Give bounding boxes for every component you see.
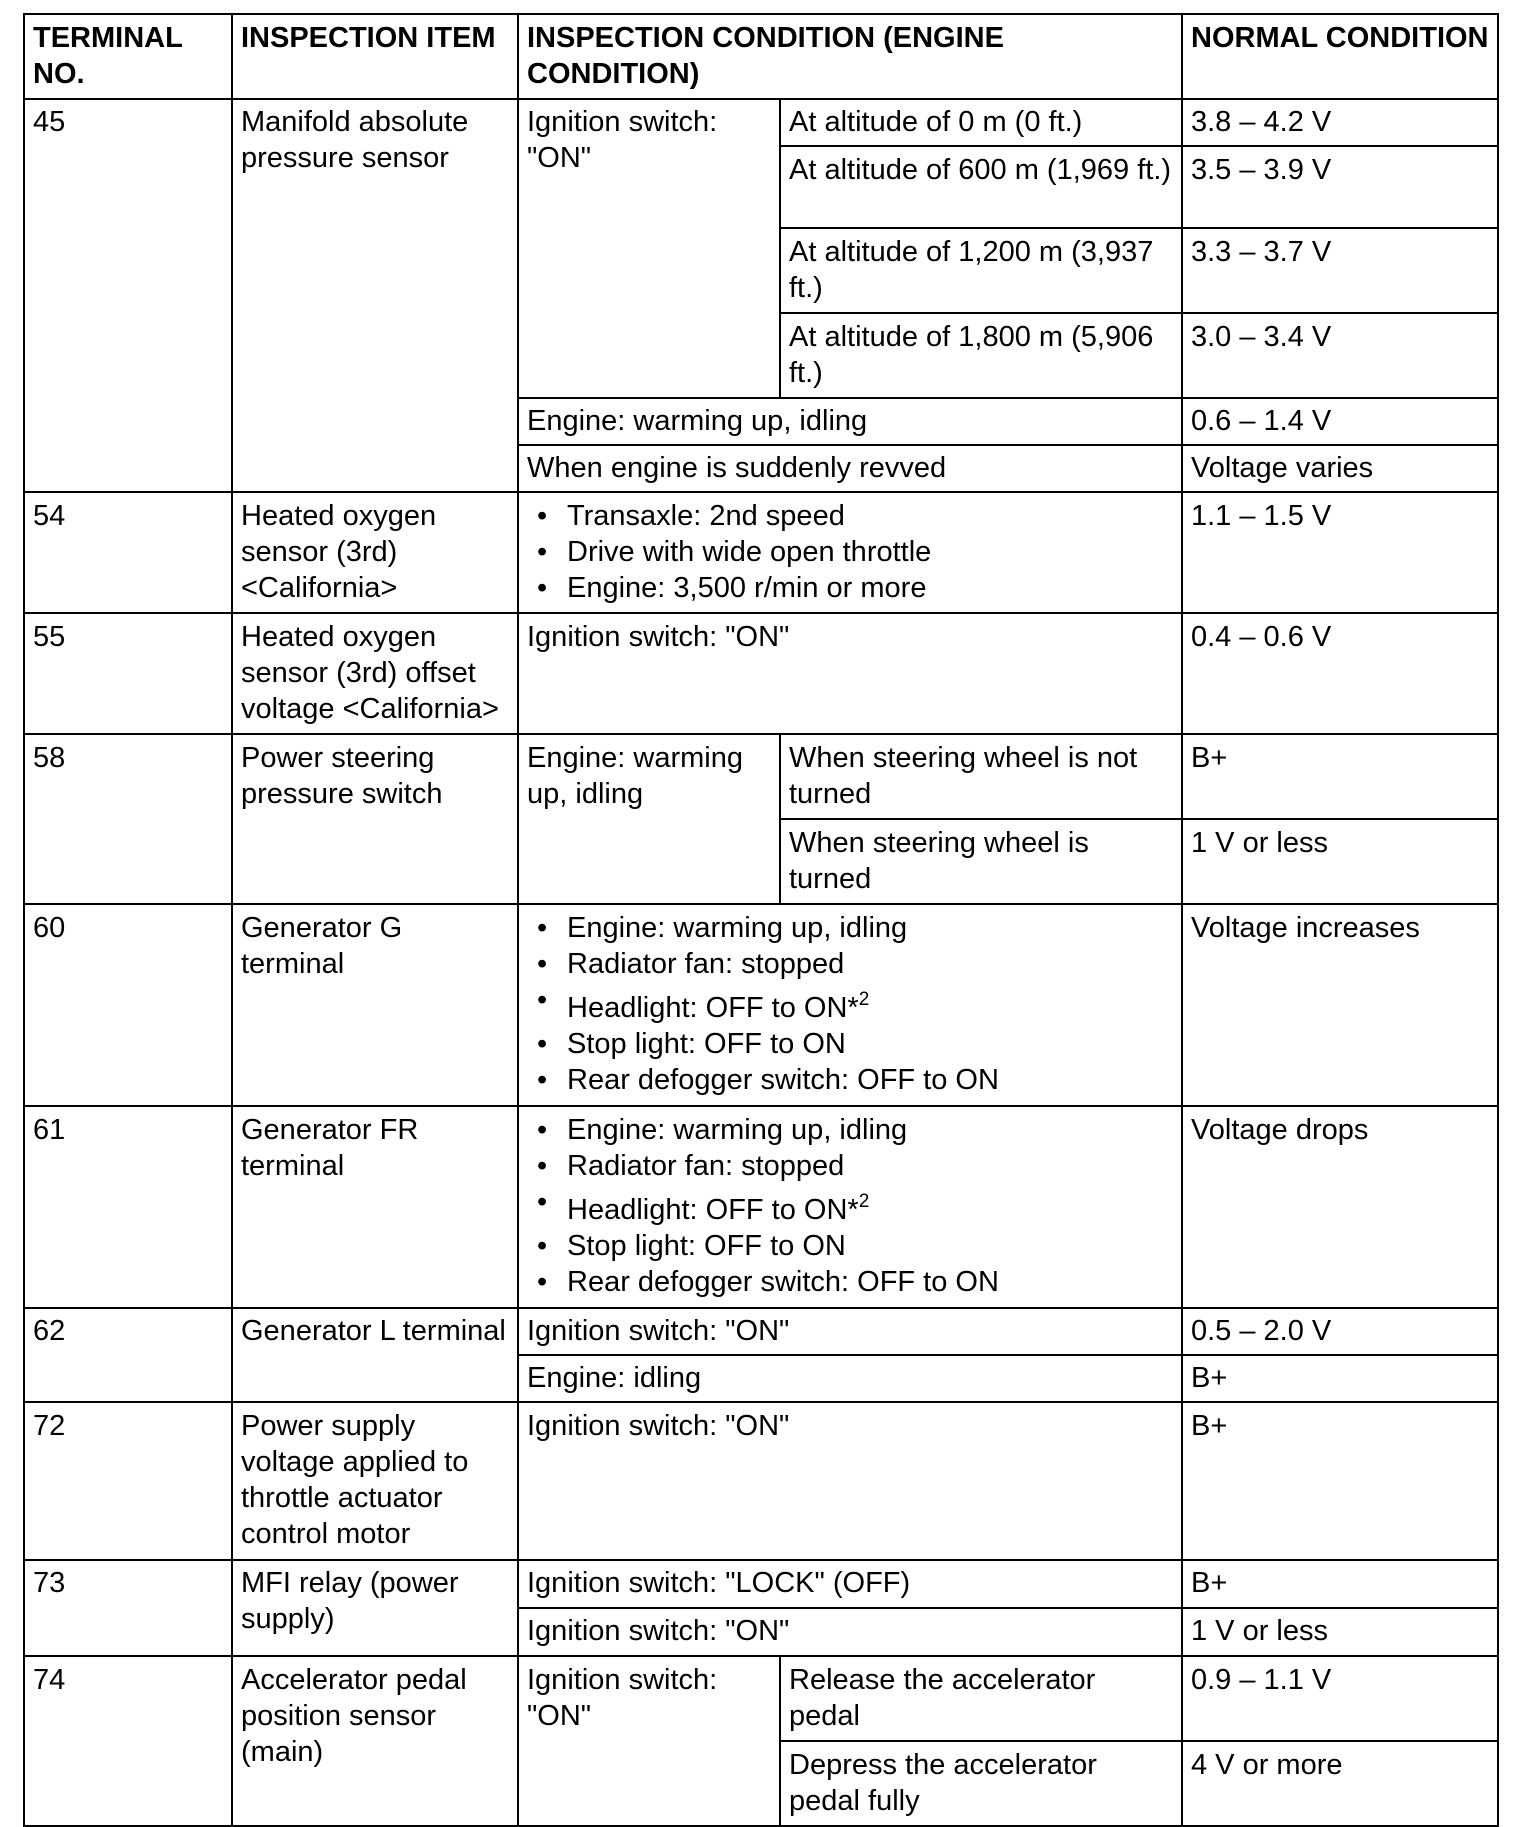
sub-condition: When steering wheel is turned (780, 819, 1182, 904)
terminal-number: 54 (24, 492, 232, 613)
normal-condition: 0.4 – 0.6 V (1182, 613, 1498, 734)
inspection-item: Manifold absolute pressure sensor (232, 99, 518, 492)
list-item: • Transaxle: 2nd speed (527, 498, 1173, 534)
list-item (527, 982, 1173, 1026)
header-normal-condition: NORMAL CONDITION (1182, 14, 1498, 99)
inspection-condition: Engine: warming up, idling (518, 398, 1182, 445)
normal-condition: 1 V or less (1182, 1608, 1498, 1656)
inspection-condition: Ignition switch: "ON" (518, 1608, 1182, 1656)
normal-condition: 1.1 – 1.5 V (1182, 492, 1498, 613)
normal-condition: B+ (1182, 734, 1498, 819)
list-item: • Radiator fan: stopped (527, 946, 1173, 982)
inspection-condition: Engine: idling (518, 1355, 1182, 1402)
normal-condition: 3.5 – 3.9 V (1182, 146, 1498, 228)
footnote-marker: 2 (858, 1191, 870, 1212)
inspection-item: Heated oxygen sensor (3rd) offset voltage <California> (232, 613, 518, 734)
inspection-condition: Ignition switch: "ON" (518, 1308, 1182, 1355)
list-item: • Engine: 3,500 r/min or more (527, 570, 1173, 606)
table-row (24, 1560, 1498, 1608)
table-header-row (24, 14, 1498, 99)
inspection-item: MFI relay (power supply) (232, 1560, 518, 1656)
footnote-marker: 2 (858, 989, 870, 1010)
inspection-table (23, 13, 1499, 1827)
inspection-item: Generator L terminal (232, 1308, 518, 1402)
terminal-number: 74 (24, 1656, 232, 1826)
condition-list (527, 1112, 1173, 1300)
list-item: • Stop light: OFF to ON (527, 1228, 1173, 1264)
terminal-number: 55 (24, 613, 232, 734)
inspection-condition: Ignition switch: "ON" (518, 1402, 1182, 1560)
list-item: • Engine: warming up, idling (527, 1112, 1173, 1148)
table-row (24, 613, 1498, 734)
normal-condition: Voltage increases (1182, 904, 1498, 1106)
list-item-text: Headlight: OFF to ON* (567, 992, 859, 1024)
header-terminal-no: TERMINAL NO. (24, 14, 232, 99)
terminal-number: 45 (24, 99, 232, 492)
terminal-number: 73 (24, 1560, 232, 1656)
inspection-condition: When engine is suddenly revved (518, 445, 1182, 492)
list-item: • Rear defogger switch: OFF to ON (527, 1062, 1173, 1098)
inspection-item: Generator FR terminal (232, 1106, 518, 1308)
table-row (24, 904, 1498, 1106)
normal-condition: 1 V or less (1182, 819, 1498, 904)
normal-condition: B+ (1182, 1402, 1498, 1560)
list-item: • Drive with wide open throttle (527, 534, 1173, 570)
terminal-number: 60 (24, 904, 232, 1106)
list-item (527, 1184, 1173, 1228)
sub-condition: At altitude of 1,800 m (5,906 ft.) (780, 313, 1182, 398)
list-item: • Stop light: OFF to ON (527, 1026, 1173, 1062)
condition-list (527, 910, 1173, 1098)
list-item: • Radiator fan: stopped (527, 1148, 1173, 1184)
inspection-item: Power supply voltage applied to throttle actuator control motor (232, 1402, 518, 1560)
normal-condition: 0.5 – 2.0 V (1182, 1308, 1498, 1355)
normal-condition: Voltage drops (1182, 1106, 1498, 1308)
inspection-condition: Ignition switch: "ON" (518, 1656, 780, 1826)
table-row (24, 1106, 1498, 1308)
list-item: • Engine: warming up, idling (527, 910, 1173, 946)
normal-condition: 3.8 – 4.2 V (1182, 99, 1498, 146)
inspection-condition: Ignition switch: "ON" (518, 99, 780, 398)
sub-condition: Depress the accelerator pedal fully (780, 1741, 1182, 1826)
normal-condition: 4 V or more (1182, 1741, 1498, 1826)
sub-condition: Release the accelerator pedal (780, 1656, 1182, 1741)
table-row (24, 99, 1498, 146)
normal-condition: Voltage varies (1182, 445, 1498, 492)
header-inspection-condition: INSPECTION CONDITION (ENGINE CONDITION) (518, 14, 1182, 99)
sub-condition: At altitude of 600 m (1,969 ft.) (780, 146, 1182, 228)
inspection-condition: Engine: warming up, idling (518, 734, 780, 904)
inspection-item: Power steering pressure switch (232, 734, 518, 904)
inspection-condition: Ignition switch: "LOCK" (OFF) (518, 1560, 1182, 1608)
inspection-condition (518, 1106, 1182, 1308)
list-item: • Rear defogger switch: OFF to ON (527, 1264, 1173, 1300)
condition-list (527, 498, 1173, 606)
normal-condition: B+ (1182, 1560, 1498, 1608)
inspection-condition (518, 904, 1182, 1106)
normal-condition: 3.0 – 3.4 V (1182, 313, 1498, 398)
sub-condition: When steering wheel is not turned (780, 734, 1182, 819)
sub-condition: At altitude of 1,200 m (3,937 ft.) (780, 228, 1182, 313)
terminal-number: 62 (24, 1308, 232, 1402)
table-row (24, 1402, 1498, 1560)
table-row (24, 734, 1498, 819)
inspection-item: Heated oxygen sensor (3rd) <California> (232, 492, 518, 613)
terminal-number: 72 (24, 1402, 232, 1560)
table-row (24, 1308, 1498, 1355)
inspection-condition: Ignition switch: "ON" (518, 613, 1182, 734)
list-item-text: Headlight: OFF to ON* (567, 1194, 859, 1226)
header-inspection-item: INSPECTION ITEM (232, 14, 518, 99)
table-row (24, 492, 1498, 613)
inspection-item: Generator G terminal (232, 904, 518, 1106)
normal-condition: 3.3 – 3.7 V (1182, 228, 1498, 313)
table-row (24, 1656, 1498, 1741)
terminal-number: 61 (24, 1106, 232, 1308)
normal-condition: 0.9 – 1.1 V (1182, 1656, 1498, 1741)
sub-condition: At altitude of 0 m (0 ft.) (780, 99, 1182, 146)
normal-condition: B+ (1182, 1355, 1498, 1402)
inspection-item: Accelerator pedal position sensor (main) (232, 1656, 518, 1826)
terminal-number: 58 (24, 734, 232, 904)
normal-condition: 0.6 – 1.4 V (1182, 398, 1498, 445)
inspection-condition (518, 492, 1182, 613)
